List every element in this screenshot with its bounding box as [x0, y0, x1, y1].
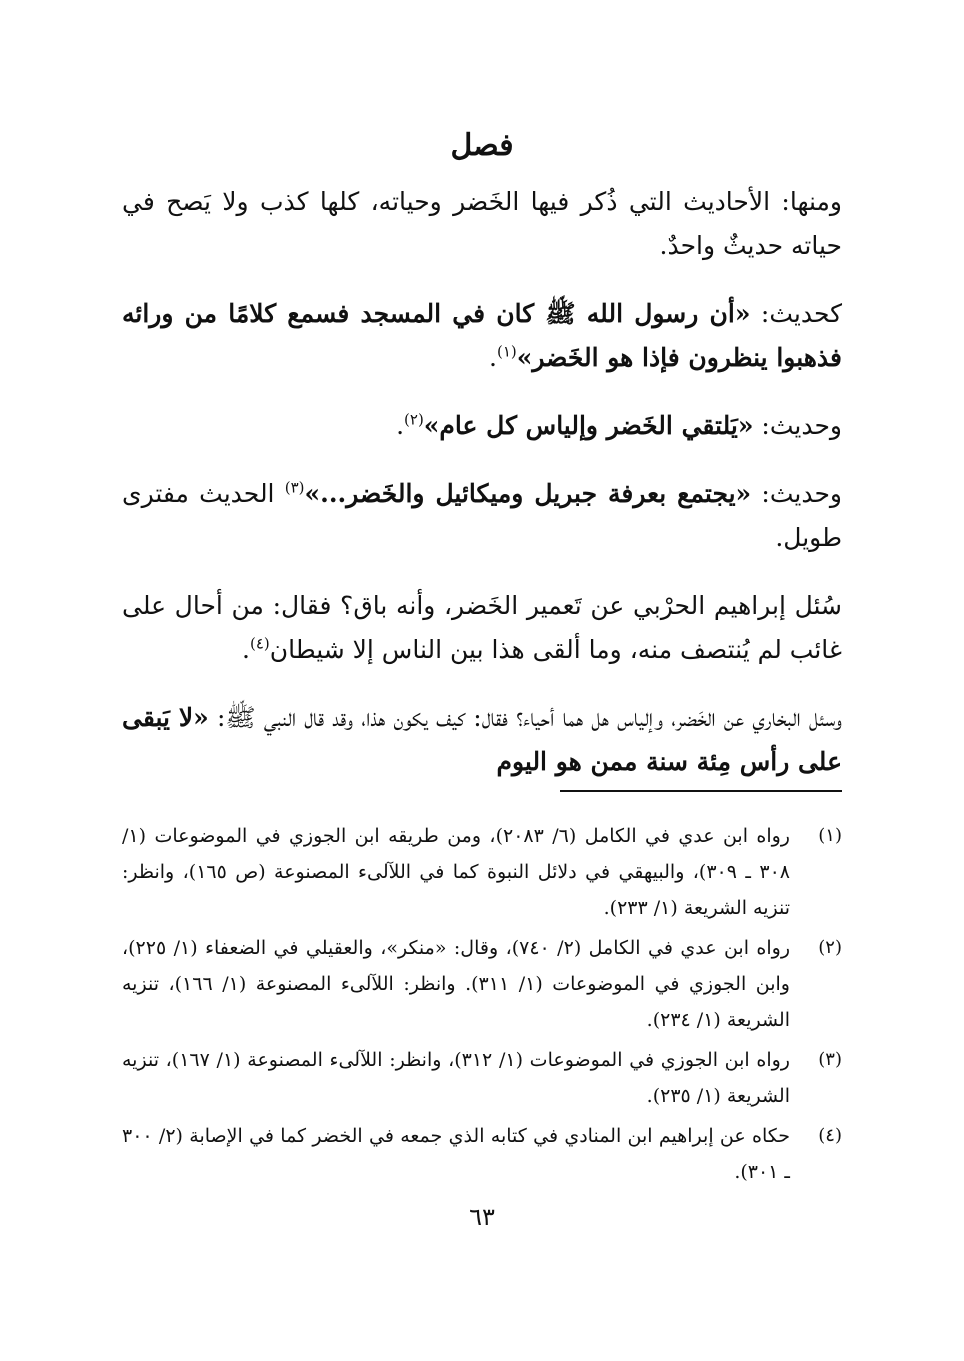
footnote-2	[122, 930, 842, 1038]
footnote-text: رواه ابن الجوزي في الموضوعات (١/ ٣١٢)، وانظر: اللآلىء المصنوعة (١/ ١٦٧)، تنزيه الشريعة (١/ ٢٣٥).	[122, 1049, 790, 1107]
paragraph-2	[122, 292, 842, 380]
page-number: ٦٣	[469, 1203, 495, 1231]
footnote-text: حكاه عن إبراهيم ابن المنادي في كتابه الذي جمعه في الخضر كما في الإصابة (٢/ ٣٠٠ ـ ٣٠١).	[122, 1125, 790, 1183]
footnote-ref-2: (٢)	[404, 410, 424, 429]
paragraph-5-text: سُئل إبراهيم الحرْبي عن تَعمير الخَضر، وأنه باق؟ فقال: من أحال على غائب لم يُنتصف منه، وما ألقى هذا بين الناس إلا شيطان	[122, 591, 842, 664]
footnote-divider	[560, 790, 842, 792]
footnote-number: (٢)	[818, 937, 842, 958]
body-text	[122, 180, 842, 808]
paragraph-3-lead: وحديث:	[753, 411, 842, 440]
paragraph-1-text: ومنها: الأحاديث التي ذُكر فيها الخَضر وحياته، كلها كذب ولا يَصح في حياته حديثٌ واحدٌ.	[122, 187, 842, 260]
hadith-quote-1: «أن رسول الله ﷺ كان في المسجد فسمع كلامًا من ورائه فذهبوا ينظرون فإذا هو الخَضر»	[122, 299, 842, 372]
hadith-quote-4: «لا يَبقى على رأس مِئة سنة ممن هو اليوم	[122, 703, 842, 776]
paragraph-5	[122, 584, 842, 672]
footnote-number: (١)	[818, 825, 842, 846]
footnote-text: رواه ابن عدي في الكامل (٢/ ٧٤٠)، وقال: «منكر»، والعقيلي في الضعفاء (١/ ٢٢٥)، وابن الجوزي في الموضوعات (١/ ٣١١). وانظر: اللآلىء المصنوعة (١/ ١٦٦)، تنزيه الشريعة (١/ ٢٣٤).	[122, 937, 790, 1031]
footnote-ref-3: (٣)	[284, 478, 305, 497]
footnote-number: (٤)	[818, 1125, 842, 1146]
paragraph-5-end: .	[242, 635, 250, 664]
footnote-ref-1: (١)	[496, 342, 517, 361]
paragraph-4-lead: وحديث:	[751, 479, 842, 508]
footnote-text: رواه ابن عدي في الكامل (٦/ ٢٠٨٣)، ومن طريقه ابن الجوزي في الموضوعات (١/ ٣٠٨ ـ ٣٠٩)، والبيهقي في دلائل النبوة كما في اللآلىء المصنوعة (ص ١٦٥)، وانظر: تنزيه الشريعة (١/ ٢٣٣).	[122, 825, 790, 919]
paragraph-4-end: الحديث مفترى طويل.	[122, 479, 842, 552]
paragraph-3	[122, 404, 842, 448]
book-page	[122, 0, 842, 1361]
paragraph-6-text: وسئل البخاري عن الخَضر، وإلياس هل هما أحياء؟ فقال: كيف يكون هذا، وقد قال النبي ﷺ:	[208, 703, 842, 732]
hadith-quote-3: «يجتمع بعرفة جبريل وميكائيل والخَضر...»	[304, 479, 752, 508]
footnote-3	[122, 1042, 842, 1114]
paragraph-3-end: .	[396, 411, 405, 440]
paragraph-2-lead: كحديث:	[750, 299, 842, 328]
footnote-ref-4: (٤)	[249, 634, 270, 653]
paragraph-6	[122, 696, 842, 784]
paragraph-1	[122, 180, 842, 268]
paragraph-4	[122, 472, 842, 560]
footnote-number: (٣)	[818, 1049, 842, 1070]
paragraph-2-end: .	[489, 343, 497, 372]
footnote-1	[122, 818, 842, 926]
footnote-4	[122, 1118, 842, 1190]
hadith-quote-2: «يَلتقي الخَضر وإلياس كل عام»	[423, 411, 754, 440]
footnotes	[122, 818, 842, 1194]
section-heading: فصل	[450, 128, 514, 163]
